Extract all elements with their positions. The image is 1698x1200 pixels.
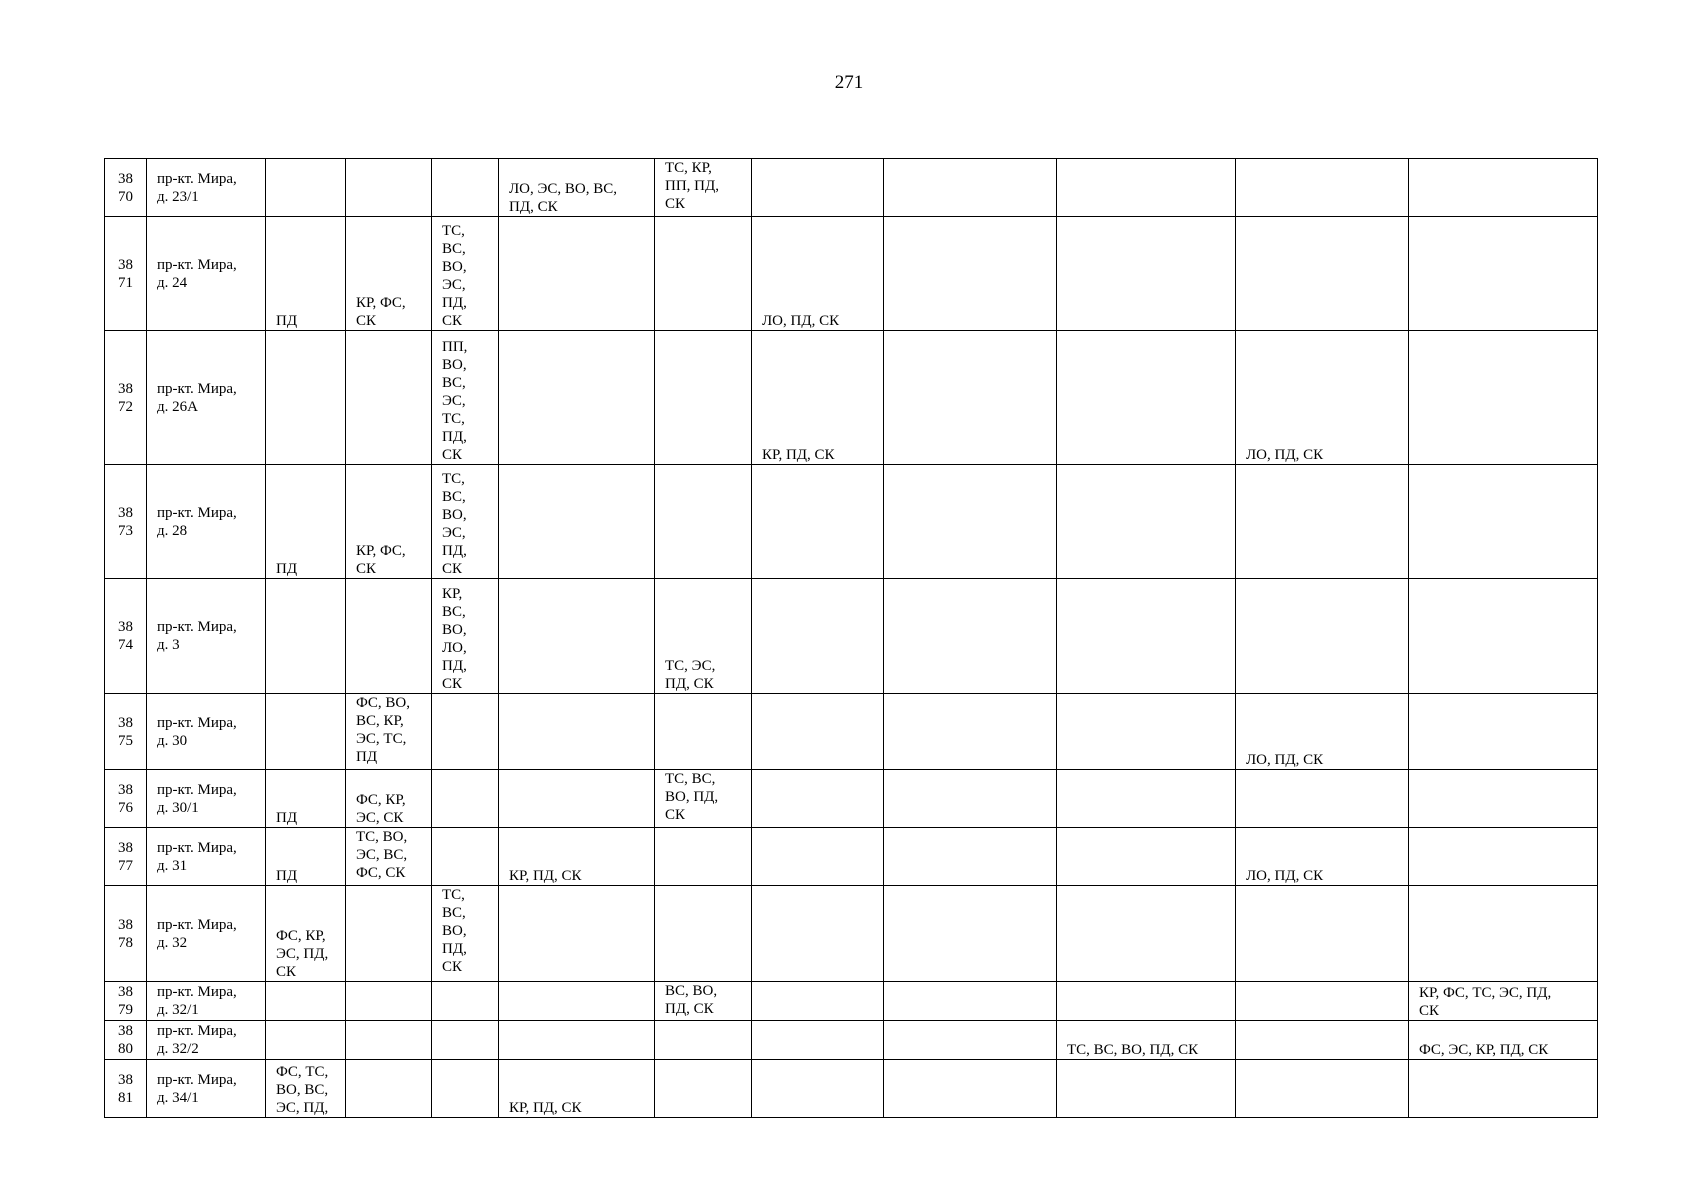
work-cell — [884, 465, 1057, 579]
work-cell — [752, 770, 884, 828]
work-cell — [884, 1021, 1057, 1060]
table-row — [105, 982, 1598, 1021]
work-cell — [655, 465, 752, 579]
work-cell — [346, 982, 432, 1021]
work-cell — [499, 982, 655, 1021]
work-cell — [1057, 694, 1236, 770]
work-cell — [1409, 770, 1598, 828]
table-row — [105, 886, 1598, 982]
work-cell — [266, 982, 346, 1021]
work-cell — [266, 331, 346, 465]
address-cell: пр-кт. Мира, д. 34/1 — [147, 1060, 266, 1118]
work-cell — [1236, 770, 1409, 828]
work-cell — [752, 1060, 884, 1118]
table-row — [105, 770, 1598, 828]
work-cell: КР, ПД, СК — [499, 828, 655, 886]
work-cell — [884, 1060, 1057, 1118]
address-cell: пр-кт. Мира, д. 31 — [147, 828, 266, 886]
table-row — [105, 694, 1598, 770]
work-cell — [1057, 770, 1236, 828]
work-cell — [1409, 159, 1598, 217]
work-cell: ПД — [266, 465, 346, 579]
work-cell — [655, 331, 752, 465]
table-row — [105, 1060, 1598, 1118]
work-cell — [1236, 1060, 1409, 1118]
table-row — [105, 331, 1598, 465]
work-cell: ЛО, ПД, СК — [752, 217, 884, 331]
work-cell: КР, ФС, СК — [346, 217, 432, 331]
work-cell — [266, 1021, 346, 1060]
work-cell: ПД — [266, 770, 346, 828]
work-cell — [346, 331, 432, 465]
work-cell — [752, 465, 884, 579]
work-cell — [884, 217, 1057, 331]
table-row — [105, 465, 1598, 579]
work-cell: ЛО, ЭС, ВО, ВС, ПД, СК — [499, 159, 655, 217]
work-cell — [1409, 886, 1598, 982]
work-cell — [266, 694, 346, 770]
work-cell — [346, 1060, 432, 1118]
table-row — [105, 217, 1598, 331]
table-row — [105, 579, 1598, 694]
work-cell — [499, 694, 655, 770]
schedule-table — [104, 158, 1598, 1118]
work-cell: ТС, ВО, ЭС, ВС, ФС, СК — [346, 828, 432, 886]
work-cell — [752, 886, 884, 982]
work-cell: ФС, ТС, ВО, ВС, ЭС, ПД, — [266, 1060, 346, 1118]
table-row — [105, 159, 1598, 217]
work-cell — [884, 579, 1057, 694]
work-cell — [1057, 1060, 1236, 1118]
work-cell — [1236, 465, 1409, 579]
work-cell — [1057, 886, 1236, 982]
address-cell: пр-кт. Мира, д. 32 — [147, 886, 266, 982]
work-cell — [1236, 579, 1409, 694]
work-cell — [266, 579, 346, 694]
address-cell: пр-кт. Мира, д. 28 — [147, 465, 266, 579]
address-cell: пр-кт. Мира, д. 23/1 — [147, 159, 266, 217]
work-cell: ПД — [266, 828, 346, 886]
address-cell: пр-кт. Мира, д. 3 — [147, 579, 266, 694]
work-cell — [752, 828, 884, 886]
work-cell — [752, 982, 884, 1021]
work-cell — [1057, 579, 1236, 694]
work-cell — [499, 217, 655, 331]
work-cell — [1409, 217, 1598, 331]
address-cell: пр-кт. Мира, д. 24 — [147, 217, 266, 331]
row-number: 38 73 — [105, 465, 147, 579]
work-cell — [655, 1060, 752, 1118]
work-cell — [752, 1021, 884, 1060]
work-cell — [1236, 159, 1409, 217]
row-number: 38 78 — [105, 886, 147, 982]
work-cell — [1057, 217, 1236, 331]
work-cell — [1409, 579, 1598, 694]
work-cell — [1236, 217, 1409, 331]
work-cell — [1409, 694, 1598, 770]
work-cell — [499, 1021, 655, 1060]
row-number: 38 77 — [105, 828, 147, 886]
work-cell — [432, 1021, 499, 1060]
row-number: 38 76 — [105, 770, 147, 828]
work-cell — [1057, 828, 1236, 886]
work-cell — [1236, 1021, 1409, 1060]
work-cell — [655, 217, 752, 331]
work-cell — [655, 828, 752, 886]
work-cell — [1409, 828, 1598, 886]
work-cell — [752, 159, 884, 217]
work-cell — [1057, 159, 1236, 217]
work-cell — [655, 694, 752, 770]
work-cell — [499, 886, 655, 982]
work-cell — [346, 159, 432, 217]
page-number: 271 — [834, 72, 864, 93]
work-cell — [884, 886, 1057, 982]
row-number: 38 70 — [105, 159, 147, 217]
work-cell — [884, 770, 1057, 828]
work-cell — [499, 579, 655, 694]
work-cell: ТС, ВС, ВО, ЭС, ПД, СК — [432, 465, 499, 579]
work-cell — [432, 770, 499, 828]
work-cell — [346, 1021, 432, 1060]
work-cell — [432, 982, 499, 1021]
address-cell: пр-кт. Мира, д. 30/1 — [147, 770, 266, 828]
work-cell: ПД — [266, 217, 346, 331]
work-cell — [1057, 331, 1236, 465]
work-cell: ВС, ВО, ПД, СК — [655, 982, 752, 1021]
work-cell — [499, 465, 655, 579]
work-cell: ТС, КР, ПП, ПД, СК — [655, 159, 752, 217]
work-cell — [499, 331, 655, 465]
work-cell: ТС, ВС, ВО, ПД, СК — [432, 886, 499, 982]
work-cell — [884, 694, 1057, 770]
work-cell: ФС, КР, ЭС, ПД, СК — [266, 886, 346, 982]
work-cell: ФС, ЭС, КР, ПД, СК — [1409, 1021, 1598, 1060]
work-cell — [884, 331, 1057, 465]
row-number: 38 80 — [105, 1021, 147, 1060]
work-cell — [432, 828, 499, 886]
work-cell: ФС, КР, ЭС, СК — [346, 770, 432, 828]
row-number: 38 71 — [105, 217, 147, 331]
work-cell: ЛО, ПД, СК — [1236, 331, 1409, 465]
work-cell — [432, 694, 499, 770]
work-cell — [346, 886, 432, 982]
work-cell — [1236, 982, 1409, 1021]
address-cell: пр-кт. Мира, д. 32/1 — [147, 982, 266, 1021]
table-row — [105, 1021, 1598, 1060]
work-cell — [266, 159, 346, 217]
work-cell — [884, 159, 1057, 217]
work-cell — [1057, 465, 1236, 579]
work-cell — [655, 886, 752, 982]
work-cell — [432, 1060, 499, 1118]
work-cell: ТС, ЭС, ПД, СК — [655, 579, 752, 694]
work-cell — [1057, 982, 1236, 1021]
work-cell: ФС, ВО, ВС, КР, ЭС, ТС, ПД — [346, 694, 432, 770]
work-cell: ТС, ВС, ВО, ЭС, ПД, СК — [432, 217, 499, 331]
work-cell: КР, ПД, СК — [499, 1060, 655, 1118]
address-cell: пр-кт. Мира, д. 30 — [147, 694, 266, 770]
work-cell: КР, ФС, СК — [346, 465, 432, 579]
work-cell — [1236, 886, 1409, 982]
work-cell: ЛО, ПД, СК — [1236, 694, 1409, 770]
work-cell: ПП, ВО, ВС, ЭС, ТС, ПД, СК — [432, 331, 499, 465]
row-number: 38 74 — [105, 579, 147, 694]
address-cell: пр-кт. Мира, д. 26А — [147, 331, 266, 465]
work-cell — [1409, 331, 1598, 465]
work-cell — [884, 828, 1057, 886]
work-cell — [346, 579, 432, 694]
table-row — [105, 828, 1598, 886]
work-cell — [432, 159, 499, 217]
address-cell: пр-кт. Мира, д. 32/2 — [147, 1021, 266, 1060]
row-number: 38 72 — [105, 331, 147, 465]
row-number: 38 81 — [105, 1060, 147, 1118]
row-number: 38 75 — [105, 694, 147, 770]
work-cell — [1409, 465, 1598, 579]
work-cell: ТС, ВС, ВО, ПД, СК — [1057, 1021, 1236, 1060]
work-cell: КР, ФС, ТС, ЭС, ПД, СК — [1409, 982, 1598, 1021]
work-cell — [752, 694, 884, 770]
work-cell — [499, 770, 655, 828]
work-cell: ТС, ВС, ВО, ПД, СК — [655, 770, 752, 828]
work-cell: КР, ПД, СК — [752, 331, 884, 465]
row-number: 38 79 — [105, 982, 147, 1021]
work-cell: КР, ВС, ВО, ЛО, ПД, СК — [432, 579, 499, 694]
work-cell: ЛО, ПД, СК — [1236, 828, 1409, 886]
work-cell — [752, 579, 884, 694]
work-cell — [884, 982, 1057, 1021]
work-cell — [655, 1021, 752, 1060]
work-cell — [1409, 1060, 1598, 1118]
